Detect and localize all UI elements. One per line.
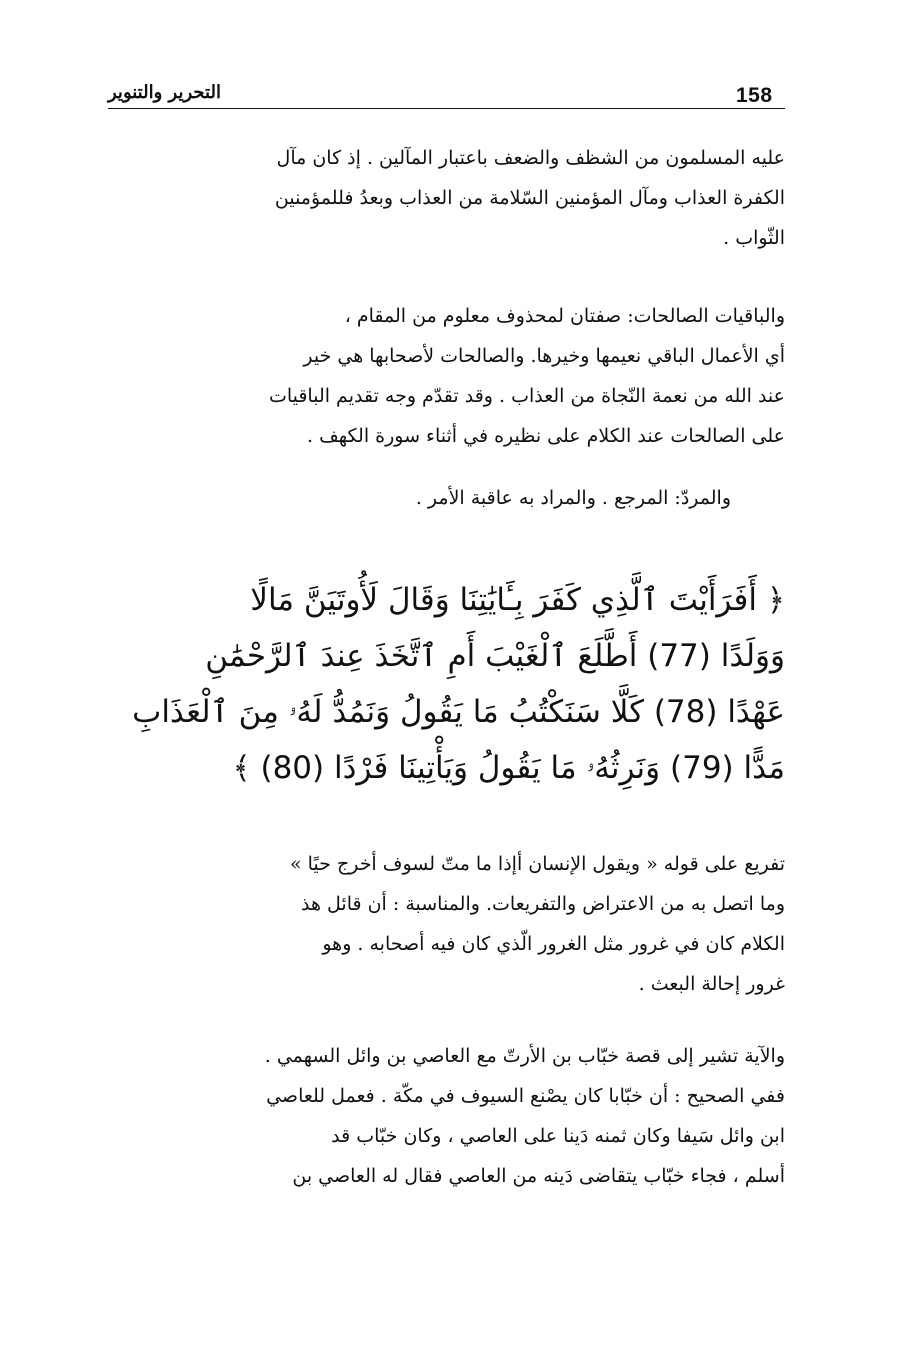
verse-line: ﴿ أَفَرَأَيْتَ ٱلَّذِي كَفَرَ بِـَٔايَٰتِنَا وَقَالَ لَأُوتَيَنَّ مَالًا [250, 582, 785, 618]
text-line: عليه المسلمون من الشظف والضعف باعتبار المآلين . إذ كان مآل [276, 147, 785, 169]
text-line: على الصالحات عند الكلام على نظيره في أثناء سورة الكهف . [307, 425, 785, 447]
text-line: وما اتصل به من الاعتراض والتفريعات. والمناسبة : أن قائل هذ [300, 893, 785, 915]
page-header [108, 80, 784, 110]
paragraph-3 [110, 478, 785, 518]
header-rule [108, 108, 785, 109]
verse-line: مَدًّا (79) وَنَرِثُهُۥ مَا يَقُولُ وَيَأْتِينَا فَرْدًا (80) ﴾ [232, 750, 785, 786]
text-line: والآية تشير إلى قصة خبّاب بن الأرتّ مع العاصي بن وائل السهمي . [264, 1045, 785, 1067]
text-line: أسلم ، فجاء خبّاب يتقاضى دَينه من العاصي فقال له العاصي بن [292, 1165, 785, 1187]
text-line: الكفرة العذاب ومآل المؤمنين السّلامة من العذاب وبعدُ فللمؤمنين [274, 187, 785, 209]
text-line: أي الأعمال الباقي نعيمها وخيرها. والصالحات لأصحابها هي خير [303, 345, 785, 367]
paragraph-1 [110, 138, 785, 258]
verse-line: عَهْدًا (78) كَلَّا سَنَكْتُبُ مَا يَقُولُ وَنَمُدُّ لَهُۥ مِنَ ٱلْعَذَابِ [132, 694, 785, 730]
paragraph-5 [110, 1036, 785, 1196]
text-line: عند الله من نعمة النّجاة من العذاب . وقد تقدّم وجه تقديم الباقيات [268, 385, 785, 407]
text-line: الكلام كان في غرور مثل الغرور الّذي كان فيه أصحابه . وهو [322, 933, 785, 955]
text-line: الثّواب . [723, 227, 785, 249]
text-line: والمردّ: المرجع . والمراد به عاقبة الأمر . [415, 487, 731, 509]
paragraph-2 [110, 296, 785, 456]
verse-line: وَوَلَدًا (77) أَطَّلَعَ ٱلْغَيْبَ أَمِ ٱتَّخَذَ عِندَ ٱلرَّحْمَٰنِ [205, 638, 785, 674]
paragraph-4 [110, 844, 785, 1004]
running-title: التحرير والتنوير [108, 82, 221, 103]
text-line: ففي الصحيح : أن خبّابا كان يصْنع السيوف في مكّة . فعمل للعاصي [266, 1085, 785, 1107]
text-line: تفريع على قوله « ويقول الإنسان أإذا ما متّ لسوف أخرج حيًا » [289, 853, 785, 875]
text-line: غرور إحالة البعث . [638, 973, 785, 995]
quran-verse-block [108, 572, 785, 796]
text-line: والباقيات الصالحات: صفتان لمحذوف معلوم من المقام ، [344, 305, 785, 327]
text-line: ابن وائل سَيفا وكان ثمنه دَينا على العاصي ، وكان خبّاب قد [331, 1125, 785, 1147]
page-number: 158 [736, 84, 773, 107]
